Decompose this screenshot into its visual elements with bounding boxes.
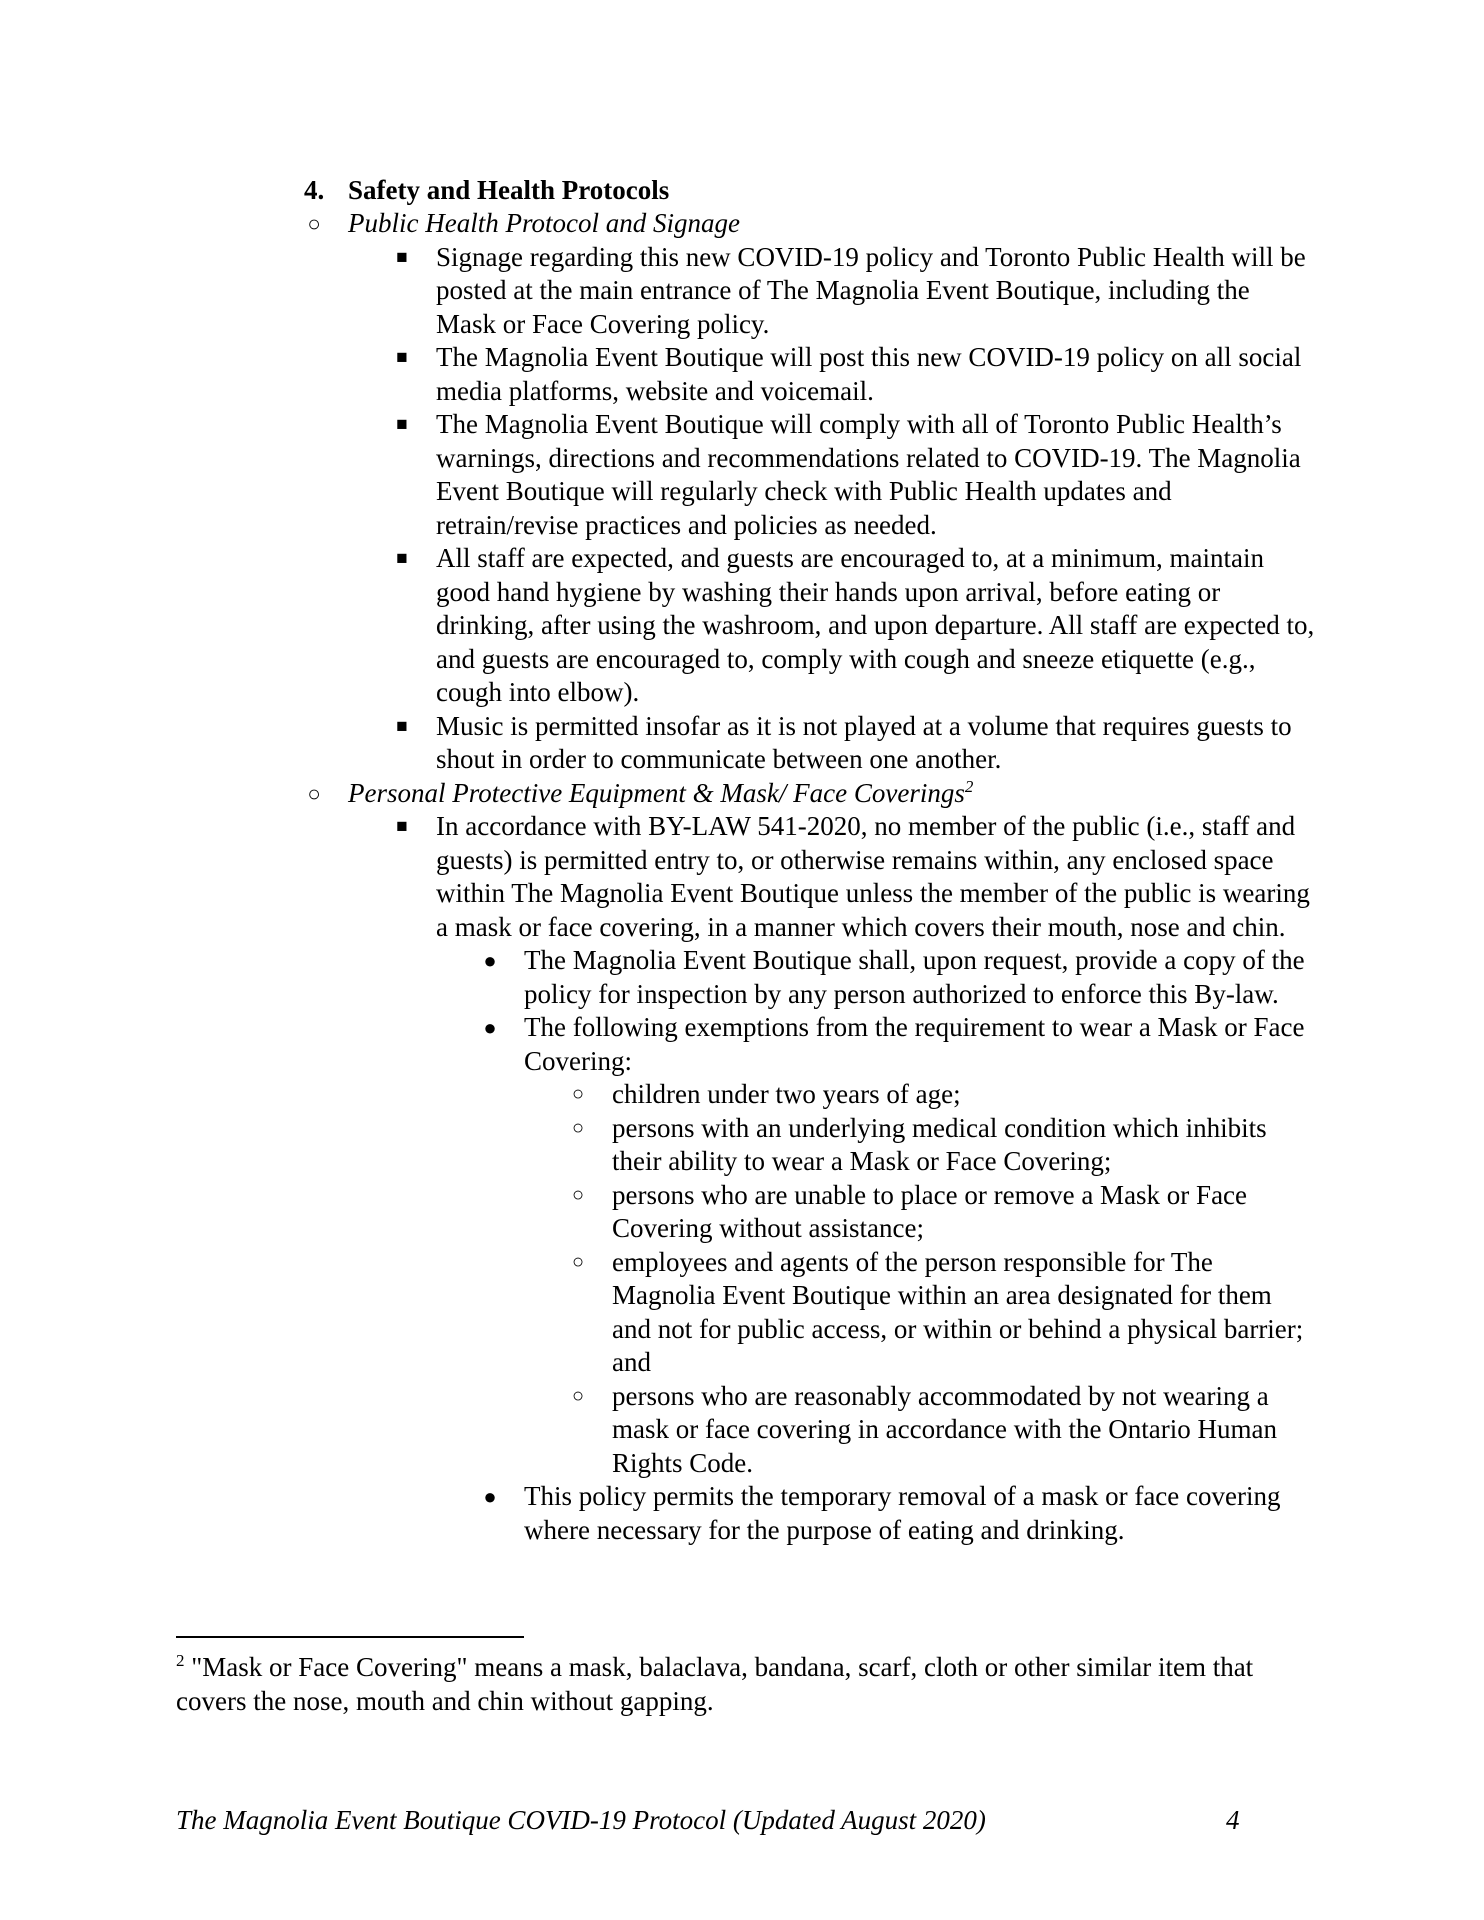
section-title: Safety and Health Protocols — [348, 175, 670, 205]
exemption-text: persons with an underlying medical condition which inhibits their ability to wear a Mask or Face Covering; — [612, 1112, 1267, 1176]
exemption-text: employees and agents of the person responsible for The Magnolia Event Boutique within an area designated for them and not for public access, or within or behind a physical barrier; and — [612, 1246, 1304, 1377]
open-circle-bullet-icon: ○ — [571, 1116, 585, 1139]
footnote-text: "Mask or Face Covering" means a mask, balaclava, bandana, scarf, cloth or other similar item that covers the nose, mouth and chin without gapping. — [176, 1652, 1254, 1716]
exemption-item — [571, 1246, 1312, 1380]
list-item-text: This policy permits the temporary removal of a mask or face covering where necessary for the purpose of eating and drinking. — [524, 1481, 1281, 1545]
footer-title: The Magnolia Event Boutique COVID-19 Protocol (Updated August 2020) — [176, 1805, 986, 1835]
list-item — [483, 944, 1314, 1011]
list-item — [396, 810, 1316, 944]
subsection-title: Public Health Protocol and Signage — [348, 208, 740, 238]
subsection-signage-title — [307, 207, 1298, 241]
list-item — [483, 1480, 1314, 1547]
list-item — [396, 542, 1316, 710]
list-item-text: The Magnolia Event Boutique will post this new COVID-19 policy on all social media platforms, website and voicemail. — [436, 342, 1302, 406]
exemption-item — [571, 1380, 1312, 1481]
section-heading — [304, 174, 669, 208]
exemption-item — [571, 1078, 1312, 1112]
exemption-text: persons who are unable to place or remove a Mask or Face Covering without assistance; — [612, 1179, 1248, 1243]
footnote-reference: 2 — [964, 776, 974, 796]
exemption-item — [571, 1112, 1312, 1179]
list-item-text: The Magnolia Event Boutique will comply with all of Toronto Public Health’s warnings, directions and recommendations related to COVID-19. The Magnolia Event Boutique will regularly check with Public Health updates and retrain/revise practices and policies as needed. — [436, 409, 1301, 540]
list-item — [396, 241, 1316, 342]
filled-circle-bullet-icon: ● — [483, 948, 497, 973]
list-item-text: Signage regarding this new COVID-19 policy and Toronto Public Health will be posted at the main entrance of The Magnolia Event Boutique, including the Mask or Face Covering policy. — [436, 241, 1306, 339]
open-circle-bullet-icon: ○ — [571, 1384, 585, 1407]
list-item-text: All staff are expected, and guests are encouraged to, at a minimum, maintain good hand hygiene by washing their hands upon arrival, before eating or drinking, after using the washroom, and upon departure. All staff are expected to, and guests are encouraged to, comply with cough and sneeze etiquette (e.g., cough into elbow). — [436, 543, 1315, 707]
list-item — [396, 341, 1316, 408]
open-circle-bullet-icon: ○ — [571, 1250, 585, 1273]
open-circle-bullet-icon: ○ — [307, 211, 321, 236]
square-bullet-icon: ■ — [396, 715, 408, 737]
page-footer — [176, 1804, 1296, 1838]
exemption-item — [571, 1179, 1312, 1246]
open-circle-bullet-icon: ○ — [571, 1083, 585, 1105]
subsection-title: Personal Protective Equipment & Mask/ Face Coverings — [348, 777, 965, 808]
open-circle-bullet-icon: ○ — [571, 1183, 585, 1206]
square-bullet-icon: ■ — [396, 246, 408, 268]
footnote-number: 2 — [176, 1651, 185, 1670]
square-bullet-icon: ■ — [396, 548, 408, 569]
list-item — [396, 710, 1316, 777]
square-bullet-icon: ■ — [396, 347, 408, 368]
subsection-ppe-title — [307, 776, 1298, 811]
filled-circle-bullet-icon: ● — [483, 1015, 497, 1040]
list-item-text: The following exemptions from the requirement to wear a Mask or Face Covering: — [524, 1012, 1305, 1076]
list-item-text: Music is permitted insofar as it is not played at a volume that requires guests to shout in order to communicate between one another. — [436, 710, 1292, 774]
list-item — [396, 408, 1316, 542]
list-item-text: In accordance with BY-LAW 541-2020, no member of the public (i.e., staff and guests) is permitted entry to, or otherwise remains within, any enclosed space within The Magnolia Event Boutique unless the member of the public is wearing a mask or face covering, in a manner which covers their mouth, nose and chin. — [436, 811, 1310, 942]
section-body — [0, 207, 1484, 1547]
list-item-text: The Magnolia Event Boutique shall, upon request, provide a copy of the policy for inspection by any person authorized to enforce this By-law. — [524, 945, 1305, 1009]
exemption-text: children under two years of age; — [612, 1079, 961, 1109]
footnote — [176, 1650, 1296, 1718]
square-bullet-icon: ■ — [396, 816, 408, 837]
footnote-divider — [176, 1636, 524, 1638]
filled-circle-bullet-icon: ● — [483, 1484, 497, 1509]
open-circle-bullet-icon: ○ — [307, 780, 321, 806]
list-item — [483, 1011, 1314, 1078]
section-number: 4. — [304, 175, 325, 205]
exemption-text: persons who are reasonably accommodated by not wearing a mask or face covering in accordance with the Ontario Human Rights Code. — [612, 1380, 1277, 1478]
square-bullet-icon: ■ — [396, 414, 408, 435]
page-number: 4 — [1226, 1805, 1240, 1835]
